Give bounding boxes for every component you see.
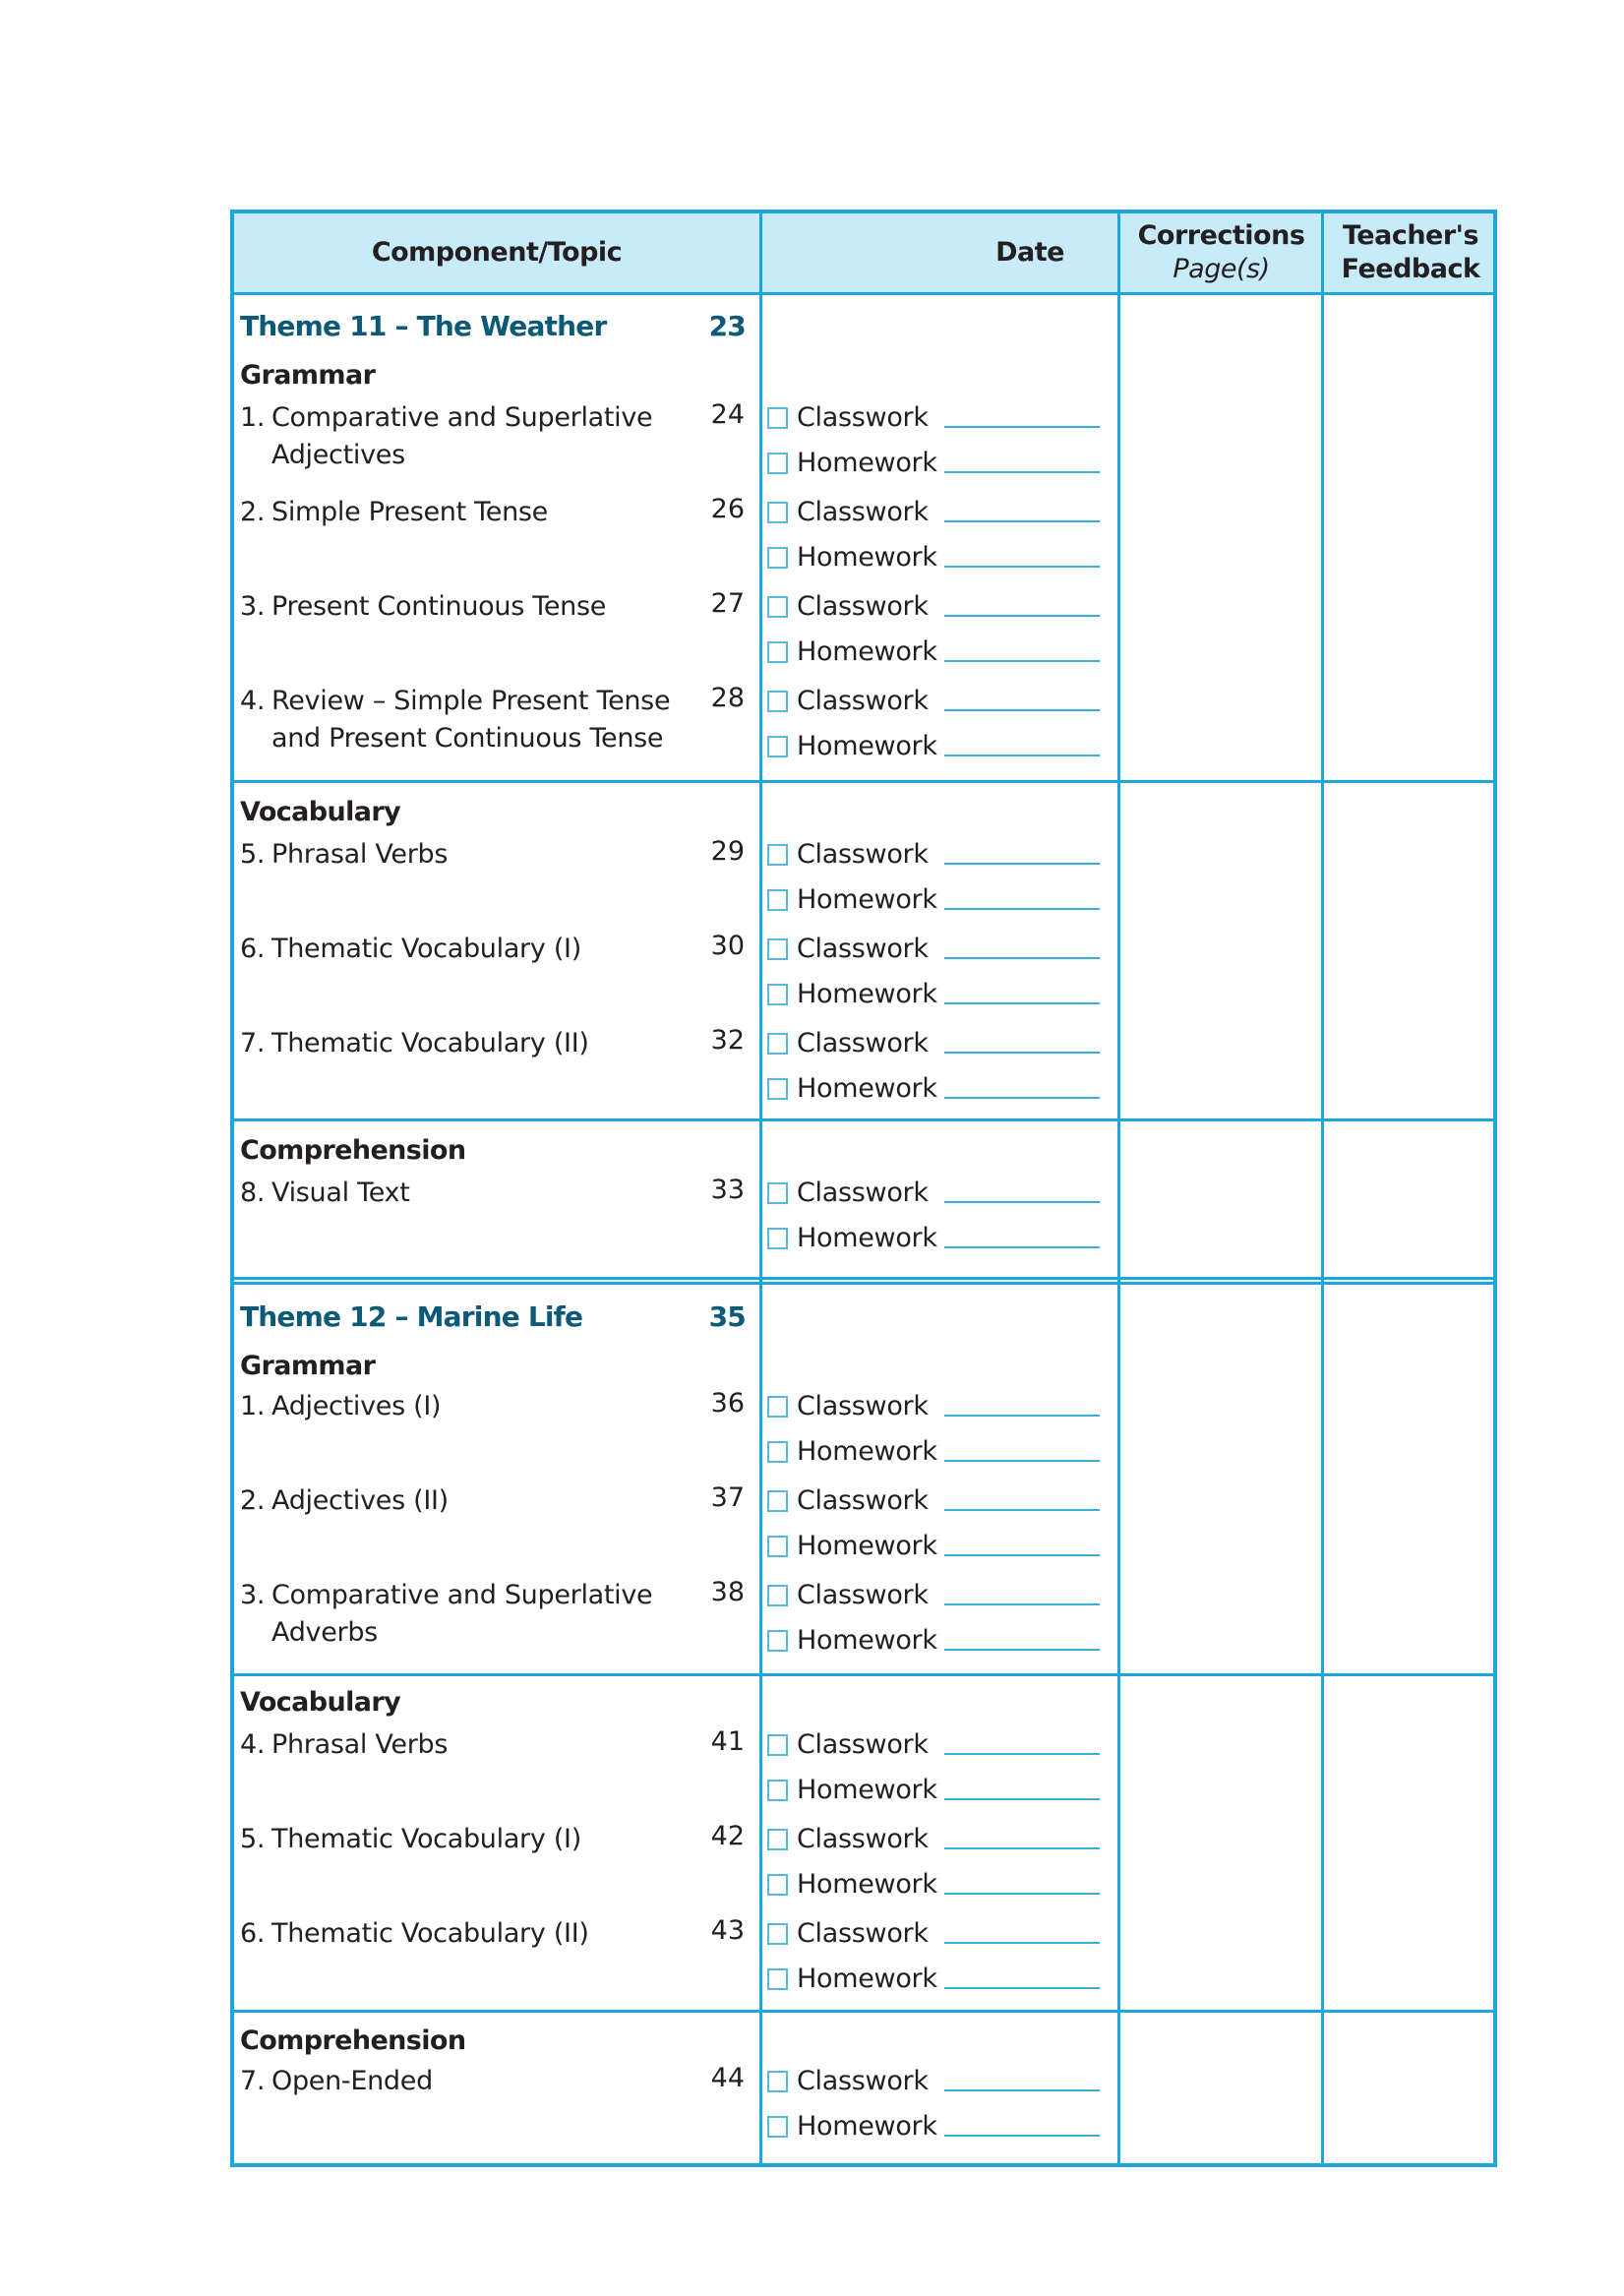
homework-checkbox[interactable] [767, 889, 788, 911]
homework-date-line[interactable] [944, 1987, 1100, 1989]
homework-label: Homework [797, 542, 937, 573]
topic-title [240, 836, 448, 874]
classwork-checkbox-row[interactable] [767, 497, 1100, 527]
homework-checkbox-row[interactable] [767, 1964, 1100, 1994]
topic-page-number: 26 [710, 494, 745, 524]
topic-page-number: 30 [710, 931, 745, 961]
topic-item [240, 1577, 652, 1652]
classwork-label: Classwork [797, 1729, 929, 1760]
topic-number: 8. [240, 1178, 266, 1208]
classwork-checkbox-row[interactable] [767, 934, 1100, 964]
homework-label: Homework [797, 448, 937, 478]
topic-title [240, 683, 670, 720]
classwork-date-line[interactable] [944, 1509, 1100, 1511]
classwork-date-line[interactable] [944, 1847, 1100, 1849]
homework-date-line[interactable] [944, 1798, 1100, 1800]
classwork-label: Classwork [797, 402, 929, 433]
theme-divider [234, 1282, 1493, 1285]
topic-page-number: 44 [710, 2063, 745, 2093]
homework-checkbox-row[interactable] [767, 2111, 1100, 2142]
classwork-checkbox[interactable] [767, 502, 788, 523]
classwork-label: Classwork [797, 591, 929, 622]
topic-page-number: 43 [710, 1915, 745, 1946]
topic-number: 6. [240, 934, 266, 964]
classwork-label: Classwork [797, 497, 929, 527]
section-heading: Grammar [240, 360, 376, 391]
homework-date-line[interactable] [944, 1002, 1100, 1004]
topic-title-line1: Thematic Vocabulary (II) [271, 1028, 589, 1058]
topic-item [240, 1025, 589, 1062]
classwork-label: Classwork [797, 1918, 929, 1949]
homework-date-line[interactable] [944, 755, 1100, 756]
topic-item [240, 931, 581, 968]
classwork-date-line[interactable] [944, 1942, 1100, 1944]
classwork-checkbox[interactable] [767, 2071, 788, 2092]
homework-date-line[interactable] [944, 1893, 1100, 1895]
topic-number: 4. [240, 686, 266, 716]
classwork-label: Classwork [797, 934, 929, 964]
homework-checkbox[interactable] [767, 453, 788, 474]
classwork-checkbox-row[interactable] [767, 1824, 1100, 1854]
classwork-checkbox-row[interactable] [767, 1485, 1100, 1516]
topic-number: 4. [240, 1729, 266, 1760]
section-heading: Comprehension [240, 1135, 466, 1166]
homework-checkbox[interactable] [767, 1874, 788, 1896]
header-label: Component/Topic [371, 237, 623, 268]
classwork-checkbox[interactable] [767, 1829, 788, 1850]
theme-divider [234, 1277, 1493, 1280]
theme-page-number: 23 [708, 310, 746, 342]
classwork-date-line[interactable] [944, 1052, 1100, 1054]
topic-title [240, 2063, 433, 2100]
homework-label: Homework [797, 1775, 937, 1805]
topic-item [240, 2063, 433, 2100]
classwork-checkbox[interactable] [767, 596, 788, 618]
topic-title-line1: Comparative and Superlative [271, 402, 653, 433]
topic-item [240, 1821, 581, 1858]
header-component-topic [234, 213, 759, 292]
topic-title-line1: Open-Ended [271, 2066, 433, 2096]
topic-number: 1. [240, 402, 266, 433]
theme-title: Theme 12 – Marine Life [240, 1300, 583, 1333]
topic-item [240, 399, 652, 474]
section-divider [234, 1673, 1493, 1676]
theme-title: Theme 11 – The Weather [240, 310, 607, 342]
homework-label: Homework [797, 1531, 937, 1561]
header-label: Corrections [1137, 220, 1305, 251]
topic-title [240, 1726, 448, 1764]
classwork-checkbox[interactable] [767, 1396, 788, 1418]
homework-checkbox-row[interactable] [767, 1073, 1100, 1104]
homework-checkbox-row[interactable] [767, 979, 1100, 1009]
topic-title [240, 1175, 410, 1212]
topic-item [240, 1175, 410, 1212]
topic-title [240, 1577, 652, 1614]
classwork-checkbox-row[interactable] [767, 1918, 1100, 1949]
classwork-label: Classwork [797, 686, 929, 716]
section-divider [234, 2010, 1493, 2013]
classwork-checkbox[interactable] [767, 1490, 788, 1512]
classwork-label: Classwork [797, 1028, 929, 1058]
homework-label: Homework [797, 1223, 937, 1253]
homework-date-line[interactable] [944, 566, 1100, 568]
homework-checkbox[interactable] [767, 1780, 788, 1801]
topic-number: 1. [240, 1391, 266, 1421]
section-heading: Vocabulary [240, 797, 401, 827]
homework-checkbox[interactable] [767, 736, 788, 757]
topic-page-number: 33 [710, 1175, 745, 1205]
topic-title-line2: Adverbs [271, 1617, 378, 1648]
topic-title [240, 588, 606, 626]
topic-title [240, 1821, 581, 1858]
topic-title [240, 931, 581, 968]
homework-checkbox-row[interactable] [767, 1223, 1100, 1253]
classwork-checkbox-row[interactable] [767, 1391, 1100, 1421]
topic-title-line1: Present Continuous Tense [271, 591, 607, 622]
classwork-date-line[interactable] [944, 863, 1100, 865]
classwork-checkbox-row[interactable] [767, 1178, 1100, 1208]
classwork-checkbox-row[interactable] [767, 1729, 1100, 1760]
homework-checkbox-row[interactable] [767, 1775, 1100, 1805]
homework-date-line[interactable] [944, 2135, 1100, 2137]
topic-page-number: 42 [710, 1821, 745, 1851]
section-divider [234, 1118, 1493, 1121]
homework-checkbox-row[interactable] [767, 542, 1100, 573]
homework-label: Homework [797, 1436, 937, 1467]
homework-checkbox[interactable] [767, 2116, 788, 2138]
homework-label: Homework [797, 636, 937, 667]
topic-page-number: 24 [710, 399, 745, 430]
topic-title [240, 1388, 441, 1425]
topic-page-number: 36 [710, 1388, 745, 1419]
classwork-checkbox[interactable] [767, 1033, 788, 1055]
homework-date-line[interactable] [944, 1246, 1100, 1248]
section-heading: Comprehension [240, 2025, 466, 2056]
classwork-date-line[interactable] [944, 1603, 1100, 1605]
homework-checkbox[interactable] [767, 1536, 788, 1557]
homework-date-line[interactable] [944, 1649, 1100, 1651]
topic-page-number: 38 [710, 1577, 745, 1607]
topic-page-number: 29 [710, 836, 745, 867]
topic-number: 2. [240, 497, 266, 527]
topic-page-number: 27 [710, 588, 745, 619]
topic-item [240, 588, 606, 626]
topic-title-line1: Visual Text [271, 1178, 410, 1208]
topic-item [240, 494, 548, 531]
classwork-checkbox[interactable] [767, 1182, 788, 1204]
homework-checkbox-row[interactable] [767, 1625, 1100, 1656]
header-sublabel: Page(s) [1173, 254, 1270, 284]
homework-checkbox[interactable] [767, 547, 788, 569]
classwork-label: Classwork [797, 1391, 929, 1421]
topic-title [240, 399, 652, 437]
header-date [762, 213, 1120, 292]
topic-title-line1: Thematic Vocabulary (II) [271, 1918, 589, 1949]
topic-title-line2: Adjectives [271, 440, 405, 470]
column-divider [1117, 213, 1120, 2163]
homework-checkbox[interactable] [767, 1078, 788, 1100]
topic-page-number: 41 [710, 1726, 745, 1757]
classwork-label: Classwork [797, 1485, 929, 1516]
homework-checkbox[interactable] [767, 1968, 788, 1990]
topic-page-number: 32 [710, 1025, 745, 1056]
topic-number: 6. [240, 1918, 266, 1949]
topic-title [240, 1915, 589, 1953]
column-divider [759, 213, 762, 2163]
classwork-checkbox[interactable] [767, 691, 788, 712]
homework-label: Homework [797, 1625, 937, 1656]
homework-checkbox-row[interactable] [767, 636, 1100, 667]
topic-title [240, 1025, 589, 1062]
homework-checkbox-row[interactable] [767, 1531, 1100, 1561]
topic-title-line1: Phrasal Verbs [271, 1729, 449, 1760]
homework-date-line[interactable] [944, 471, 1100, 473]
homework-label: Homework [797, 884, 937, 915]
classwork-label: Classwork [797, 1178, 929, 1208]
homework-date-line[interactable] [944, 660, 1100, 662]
classwork-checkbox-row[interactable] [767, 591, 1100, 622]
topic-number: 5. [240, 839, 266, 870]
classwork-checkbox[interactable] [767, 1585, 788, 1606]
topic-number: 3. [240, 1580, 266, 1610]
topic-item [240, 683, 670, 757]
topic-title [240, 1482, 449, 1520]
classwork-label: Classwork [797, 2066, 929, 2096]
classwork-checkbox-row[interactable] [767, 1028, 1100, 1058]
classwork-label: Classwork [797, 1824, 929, 1854]
classwork-date-line[interactable] [944, 2089, 1100, 2091]
homework-label: Homework [797, 979, 937, 1009]
header-label: Teacher's [1342, 220, 1479, 251]
topic-title-line1: Comparative and Superlative [271, 1580, 653, 1610]
homework-checkbox-row[interactable] [767, 448, 1100, 478]
homework-date-line[interactable] [944, 1554, 1100, 1556]
topic-number: 2. [240, 1485, 266, 1516]
homework-date-line[interactable] [944, 908, 1100, 910]
header-divider [234, 292, 1493, 295]
homework-checkbox-row[interactable] [767, 1869, 1100, 1900]
header-corrections [1120, 213, 1322, 292]
classwork-checkbox[interactable] [767, 938, 788, 960]
header-label: Feedback [1341, 254, 1480, 284]
topic-item [240, 1915, 589, 1953]
classwork-label: Classwork [797, 1580, 929, 1610]
classwork-date-line[interactable] [944, 520, 1100, 522]
classwork-checkbox[interactable] [767, 407, 788, 429]
topic-number: 7. [240, 1028, 266, 1058]
topic-title-line1: Review – Simple Present Tense [271, 686, 671, 716]
classwork-date-line[interactable] [944, 426, 1100, 428]
section-heading: Grammar [240, 1351, 376, 1381]
column-divider [1321, 213, 1324, 2163]
topic-item [240, 1388, 441, 1425]
homework-checkbox[interactable] [767, 984, 788, 1005]
homework-label: Homework [797, 731, 937, 761]
topic-item [240, 836, 448, 874]
topic-title-line1: Adjectives (I) [271, 1391, 442, 1421]
topic-item [240, 1482, 449, 1520]
topic-number: 3. [240, 591, 266, 622]
header-teacher-feedback [1324, 213, 1497, 292]
homework-label: Homework [797, 1073, 937, 1104]
classwork-checkbox-row[interactable] [767, 839, 1100, 870]
classwork-date-line[interactable] [944, 1201, 1100, 1203]
classwork-date-line[interactable] [944, 1753, 1100, 1755]
topic-page-number: 37 [710, 1482, 745, 1513]
topic-title-line1: Phrasal Verbs [271, 839, 449, 870]
classwork-checkbox-row[interactable] [767, 686, 1100, 716]
homework-checkbox-row[interactable] [767, 1436, 1100, 1467]
topic-title-line1: Thematic Vocabulary (I) [271, 934, 581, 964]
topic-number: 5. [240, 1824, 266, 1854]
homework-checkbox[interactable] [767, 641, 788, 663]
homework-label: Homework [797, 2111, 937, 2142]
topic-title-line1: Thematic Vocabulary (I) [271, 1824, 581, 1854]
homework-checkbox-row[interactable] [767, 731, 1100, 761]
homework-label: Homework [797, 1869, 937, 1900]
homework-checkbox[interactable] [767, 1228, 788, 1249]
classwork-checkbox[interactable] [767, 844, 788, 866]
section-divider [234, 780, 1493, 783]
classwork-checkbox-row[interactable] [767, 2066, 1100, 2096]
homework-checkbox[interactable] [767, 1630, 788, 1652]
homework-checkbox[interactable] [767, 1441, 788, 1463]
classwork-date-line[interactable] [944, 615, 1100, 617]
homework-label: Homework [797, 1964, 937, 1994]
topic-title [240, 494, 548, 531]
header-label: Date [995, 237, 1064, 268]
classwork-date-line[interactable] [944, 957, 1100, 959]
topic-title-line2: and Present Continuous Tense [271, 723, 664, 754]
classwork-checkbox-row[interactable] [767, 402, 1100, 433]
topic-item [240, 1726, 448, 1764]
theme-page-number: 35 [708, 1300, 746, 1333]
classwork-label: Classwork [797, 839, 929, 870]
homework-checkbox-row[interactable] [767, 884, 1100, 915]
classwork-checkbox[interactable] [767, 1923, 788, 1945]
homework-date-line[interactable] [944, 1460, 1100, 1462]
classwork-date-line[interactable] [944, 1415, 1100, 1417]
classwork-checkbox[interactable] [767, 1734, 788, 1756]
topic-title-line1: Simple Present Tense [271, 497, 548, 527]
classwork-checkbox-row[interactable] [767, 1580, 1100, 1610]
homework-date-line[interactable] [944, 1097, 1100, 1099]
topic-number: 7. [240, 2066, 266, 2096]
section-heading: Vocabulary [240, 1687, 401, 1718]
classwork-date-line[interactable] [944, 709, 1100, 711]
topic-title-line1: Adjectives (II) [271, 1485, 449, 1516]
topic-page-number: 28 [710, 683, 745, 713]
